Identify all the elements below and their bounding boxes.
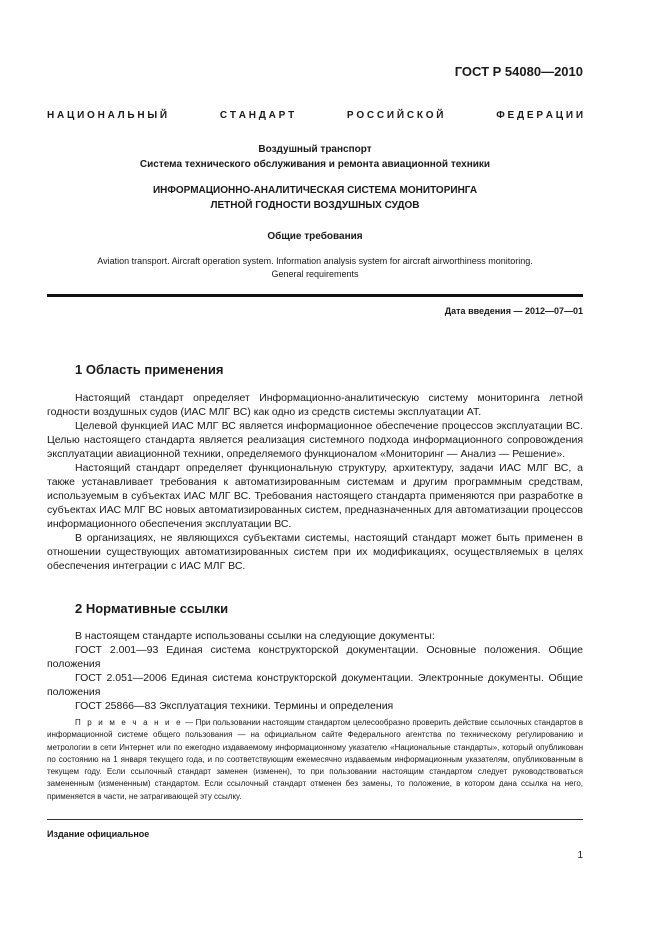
subtitle: Общие требования [267, 231, 363, 242]
s1-paragraph-2: Целевой функцией ИАС МЛГ ВС является информационное обеспечение процессов эксплуатации ВС. Целью настоящего стандарта является реализация системного подхода информационного сопровождения эксплуатации авиационной техники, определяемого функционалом «Мониторинг — Анализ — Решение». [47, 420, 583, 460]
edition-label: Издание официальное [47, 829, 150, 839]
banner-word-2: С Т А Н Д А Р Т [219, 110, 295, 121]
page-number: 1 [577, 850, 583, 861]
banner-word-1: Н А Ц И О Н А Л Ь Н Ы Й [47, 110, 168, 121]
main-title-1: ИНФОРМАЦИОННО-АНАЛИТИЧЕСКАЯ СИСТЕМА МОНИТОРИНГА [152, 185, 478, 196]
s1-paragraph-1: Настоящий стандарт определяет Информационно-аналитическую систему мониторинга летной годности воздушных судов (ИАС МЛГ ВС) как одно из средств системы эксплуатации АТ. [47, 392, 583, 418]
banner-word-3: Р О С С И Й С К О Й [346, 110, 444, 121]
s1-paragraph-3: Настоящий стандарт определяет функциональную структуру, архитектуру, задачи ИАС МЛГ ВС, а также устанавливает требования к автоматизированным системам и другим программным средствам, используемым в субъектах ИАС МЛГ ВС. Требования настоящего стандарта применяются при разработке в субъектах ИАС МЛГ ВС новых автоматизированных систем, предназначенных для автоматизации процессов информационного обеспечения эксплуатации ВС. [47, 462, 583, 530]
s2-reference-3: ГОСТ 25866—83 Эксплуатация техники. Термины и определения [75, 700, 394, 712]
note-block [47, 717, 583, 803]
s2-reference-1: ГОСТ 2.001—93 Единая система конструкторской документации. Основные положения. Общие положения [47, 644, 583, 670]
section-2-title: 2 Нормативные ссылки [75, 601, 229, 616]
note-label: П р и м е ч а н и е [75, 718, 183, 727]
title-line-1: Воздушный транспорт [258, 144, 372, 155]
english-title-1: Aviation transport. Aircraft operation system. Information analysis system for aircraft airworthiness monitoring. [97, 256, 533, 266]
document-code: ГОСТ Р 54080—2010 [454, 64, 583, 79]
title-divider [47, 294, 583, 297]
english-title-2: General requirements [271, 269, 359, 279]
title-line-2: Система технического обслуживания и ремонта авиационной техники [139, 159, 491, 170]
section-1-title: 1 Область применения [75, 362, 224, 377]
footer-divider [47, 819, 583, 820]
standard-banner [47, 110, 583, 121]
banner-word-4: Ф Е Д Е Р А Ц И И [496, 110, 583, 121]
section-2-body [47, 629, 583, 713]
section-1-body [47, 391, 583, 573]
main-title-2: ЛЕТНОЙ ГОДНОСТИ ВОЗДУШНЫХ СУДОВ [210, 200, 420, 211]
s2-intro: В настоящем стандарте использованы ссылки на следующие документы: [75, 630, 435, 642]
s2-reference-2: ГОСТ 2.051—2006 Единая система конструкторской документации. Электронные документы. Общие положения [47, 672, 583, 698]
note-text: — При пользовании настоящим стандартом целесообразно проверить действие ссылочных стандартов в информационной системе общего пользования — на официальном сайте Федерального агентства по техническому регулированию и метрологии в сети Интернет или по ежегодно издаваемому информационному указателю «Национальные стандарты», который опубликован по состоянию на 1 января текущего года, и по соответствующим ежемесячно издаваемым информационным указателям, опубликованным в текущем году. Если ссылочный стандарт заменен (изменен), то при пользовании настоящим стандартом следует руководствоваться замененным (измененным) стандартом. Если ссылочный стандарт отменен без замены, то положение, в котором дана ссылка на него, применяется в части, не затрагивающей эту ссылку. [47, 718, 583, 801]
s1-paragraph-4: В организациях, не являющихся субъектами системы, настоящий стандарт может быть применен в отношении существующих автоматизированных систем при их модификациях, осуществляемых в целях обеспечения интеграции с ИАС МЛГ ВС. [47, 532, 583, 572]
introduction-date: Дата введения — 2012—07—01 [444, 306, 583, 316]
